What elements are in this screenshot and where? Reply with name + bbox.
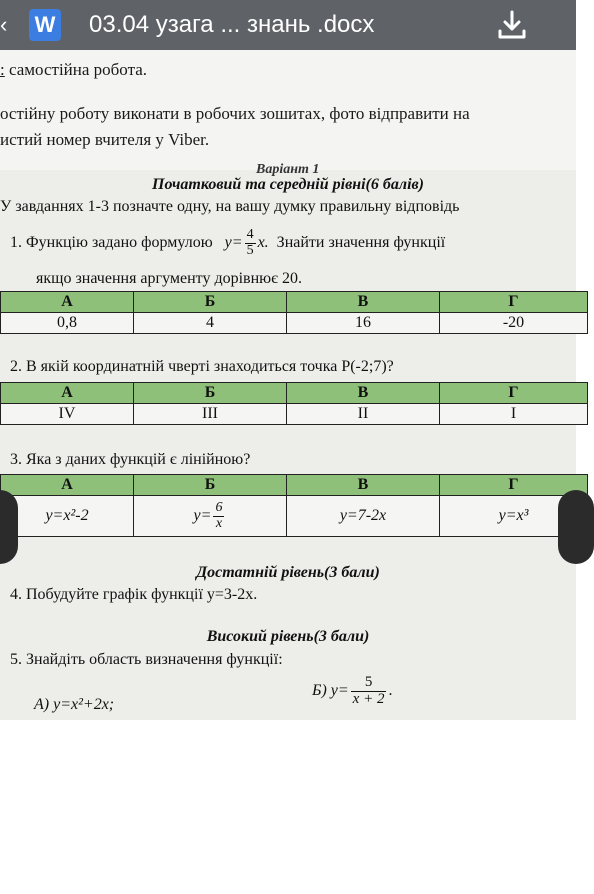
- level1-heading: Початковий та середній рівні(6 балів): [152, 176, 424, 193]
- download-icon: [494, 7, 530, 43]
- answer-table-q2: [0, 382, 588, 425]
- answer-cell: y=7-2x: [287, 496, 440, 537]
- header-cell: Б: [134, 383, 287, 404]
- header-cell: Г: [440, 475, 588, 496]
- header-cell: А: [1, 383, 134, 404]
- fraction: [351, 675, 387, 708]
- table-row: [1, 313, 588, 334]
- question-5-option-a: А) y=x²+2x;: [34, 696, 115, 713]
- document-text-area: [0, 50, 576, 170]
- level2-heading: Достатній рівень(3 бали): [196, 564, 380, 581]
- answer-cell: 0,8: [1, 313, 134, 334]
- formula-x: x.: [257, 233, 269, 251]
- fraction-numerator: 6: [215, 499, 223, 515]
- level3-heading: Високий рівень(3 бали): [206, 628, 370, 645]
- previous-page-handle[interactable]: [0, 490, 18, 564]
- instruction-text: У завданнях 1-3 позначте одну, на вашу думку правильну відповідь: [0, 198, 460, 215]
- header-cell: А: [1, 292, 134, 313]
- answer-cell: [134, 496, 287, 537]
- answer-cell: y=x³: [440, 496, 588, 537]
- header-cell: В: [287, 475, 440, 496]
- table-header-row: [1, 475, 588, 496]
- question-5-option-b: [312, 675, 392, 708]
- fraction-denominator: x: [215, 515, 223, 531]
- header-cell: А: [1, 475, 134, 496]
- answer-cell: 4: [134, 313, 287, 334]
- answer-cell: IV: [1, 404, 134, 425]
- answer-table-q1: [0, 291, 588, 334]
- instruction-line-1: остійну роботу виконати в робочих зошитах, фото відправити на: [0, 104, 470, 123]
- header-cell: Б: [134, 292, 287, 313]
- blank-area: [0, 720, 576, 894]
- question-4: 4. Побудуйте графік функції y=3-2x.: [10, 586, 258, 603]
- document-title: 03.04 узага ... знань .docx: [89, 11, 375, 38]
- table-row: [1, 496, 588, 537]
- instruction-line-2: истий номер вчителя у Viber.: [0, 130, 210, 149]
- download-button[interactable]: [494, 7, 530, 43]
- fraction-numerator: 5: [351, 675, 387, 692]
- task-label-fragment: :: [0, 60, 5, 79]
- header-cell: Г: [440, 292, 588, 313]
- back-icon[interactable]: ‹: [0, 12, 8, 37]
- fraction-numerator: 4: [246, 227, 254, 242]
- question-2: 2. В якій координатній чверті знаходиться точка Р(-2;7)?: [10, 358, 394, 375]
- table-header-row: [1, 383, 588, 404]
- word-document-icon: W: [29, 9, 61, 41]
- answer-cell: -20: [440, 313, 588, 334]
- answer-cell: I: [440, 404, 588, 425]
- question-1-text: 1. Функцію задано формулою: [10, 233, 213, 251]
- fraction: [245, 228, 256, 258]
- table-row: [1, 404, 588, 425]
- question-1-continued: якщо значення аргументу дорівнює 20.: [36, 270, 302, 287]
- answer-cell: III: [134, 404, 287, 425]
- header-cell: В: [287, 383, 440, 404]
- question-1-tail: Знайти значення функції: [276, 233, 446, 251]
- header-cell: В: [287, 292, 440, 313]
- task-line: [0, 60, 147, 80]
- worksheet-image: [0, 162, 576, 720]
- formula-y: y=: [193, 506, 212, 524]
- app-top-bar: [0, 0, 576, 50]
- answer-table-q3: [0, 474, 588, 537]
- formula-y: y=: [224, 233, 243, 251]
- header-cell: Г: [440, 383, 588, 404]
- fraction-denominator: 5: [246, 242, 254, 258]
- answer-cell: II: [287, 404, 440, 425]
- fraction: [213, 501, 224, 531]
- task-text: самостійна робота.: [4, 60, 148, 79]
- option-b-suffix: .: [388, 681, 393, 699]
- question-3: 3. Яка з даних функцій є лінійною?: [10, 451, 251, 468]
- table-header-row: [1, 292, 588, 313]
- question-1: [10, 228, 445, 258]
- next-page-handle[interactable]: [558, 490, 594, 564]
- question-5: 5. Знайдіть область визначення функції:: [10, 651, 283, 668]
- option-b-prefix: Б) y=: [312, 681, 349, 699]
- answer-cell: 16: [287, 313, 440, 334]
- header-cell: Б: [134, 475, 287, 496]
- fraction-denominator: x + 2: [352, 690, 385, 707]
- variant-heading: Варіант 1: [256, 162, 320, 177]
- answer-cell: y=x²-2: [1, 496, 134, 537]
